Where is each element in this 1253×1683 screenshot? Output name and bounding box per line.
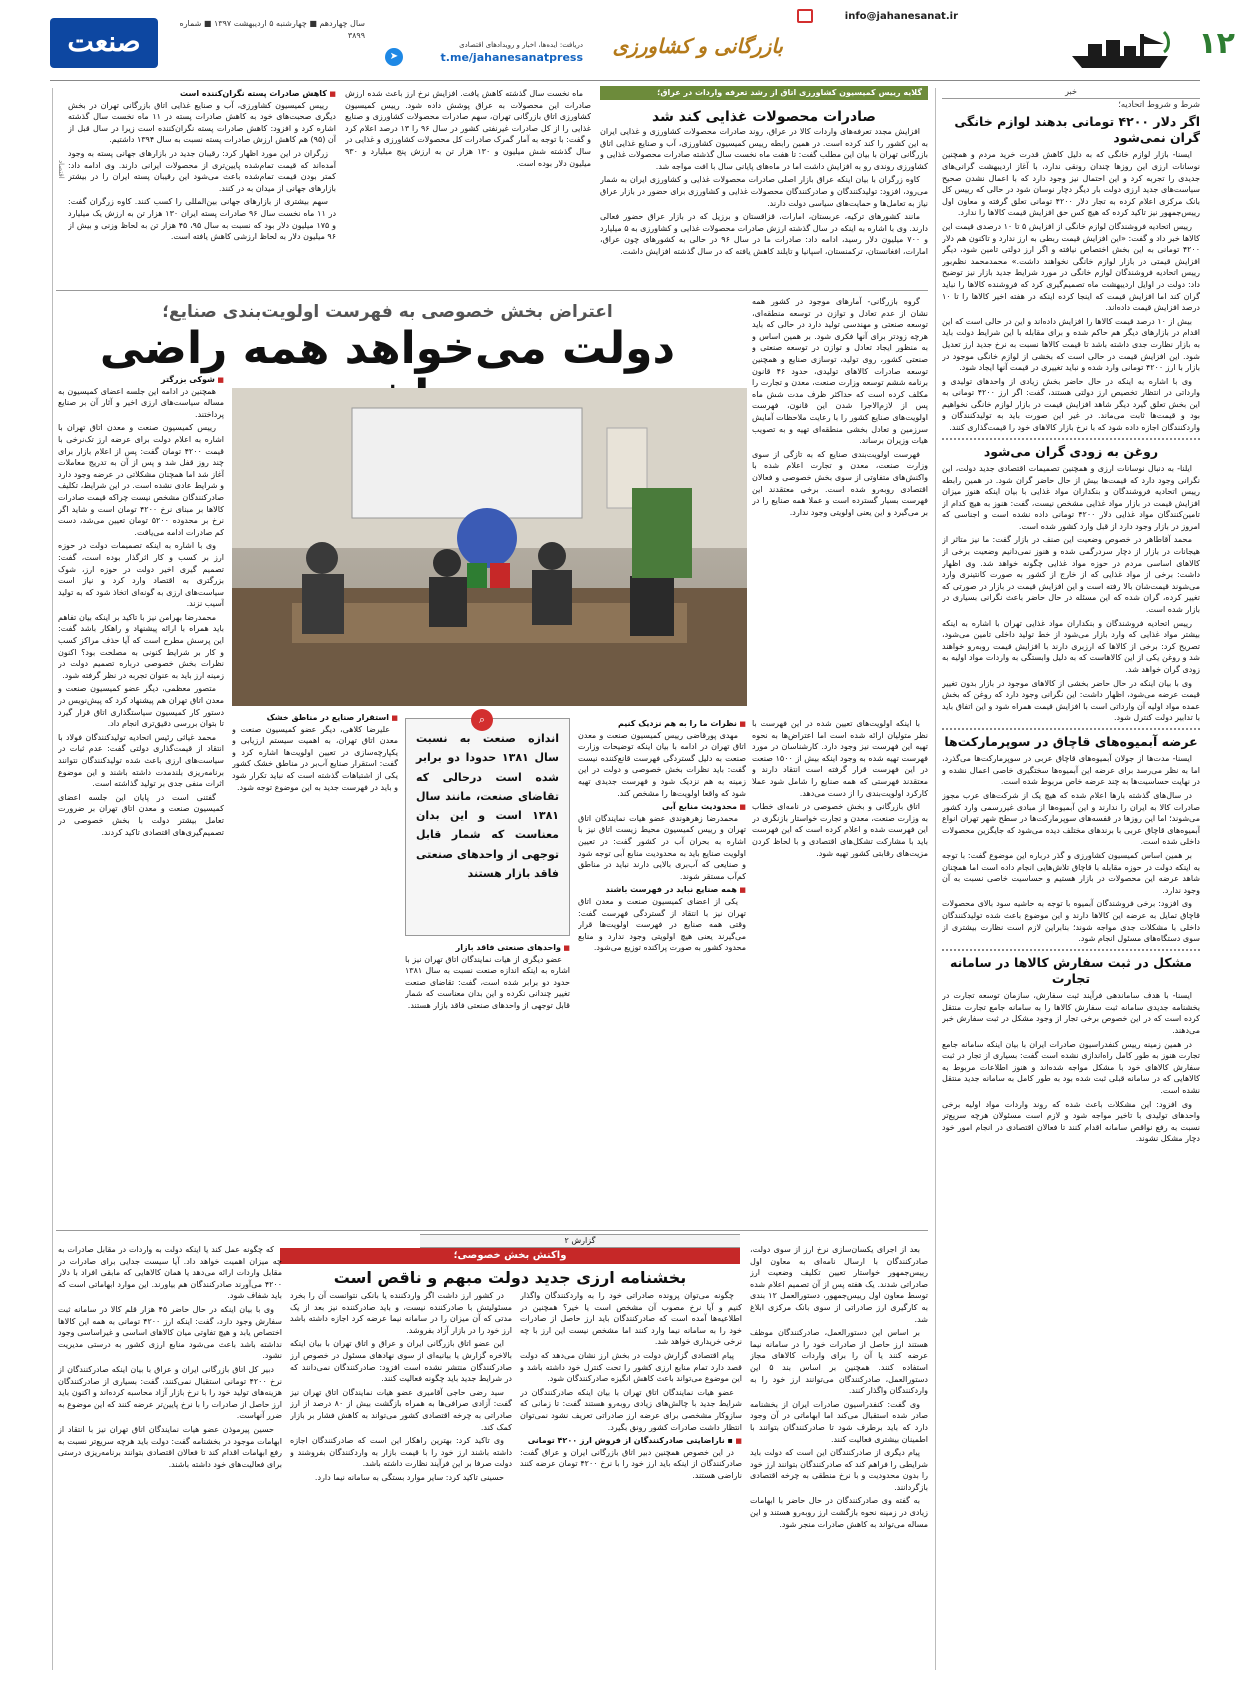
side-tag: اقتصاد <box>57 160 65 179</box>
story-paragraph: مانند کشورهای ترکیه، عربستان، امارات، قزاقستان و برزیل که در بازار عراق حضور فعالی دارند. وی با اشاره به اینکه در سال گذشته ارزش صادرات محصولات غذایی و کشاورزی به ۵ میلیارد و ۷۰۰ میلیون دلار رسید، ادامه داد: صادرات ما در سال ۹۶ در حالی به کشورهای چون عراق، امارات، افغانستان، ترکمنستان، اسپانیا و تایلند کاهش یافته که در سال گذشته افزایش داشت. <box>600 212 928 256</box>
main-super-title: اعتراض بخش خصوصی به فهرست اولویت‌بندی صنایع؛ <box>162 302 613 322</box>
bottom-col-1 <box>750 1244 928 1674</box>
story-paragraph: دبیر کل اتاق بازرگانی ایران و عراق با بیان اینکه صادرکنندگان از نرخ ۴۲۰۰ تومانی استقبال نمی‌کنند، گفت: بسیاری از صادرکنندگان هزینه‌های تولید خود را با نرخ بازار آزاد محاسبه کرده‌اند و اکنون باید ارز حاصل از صادرات را با نرخ پایین‌تر عرضه کنند که این موضوع به ضرر آنهاست. <box>58 1364 282 1421</box>
story-paragraph: پیام دیگری از صادرکنندگان این است که دولت باید شرایطی را فراهم کند که صادرکنندگان بتوانند ارز خود را بدون محدودیت و با نرخ منطقی به چرخه اقتصادی بازگردانند. <box>750 1448 928 1492</box>
story-paragraph: کاوه زرگران با بیان اینکه عراق بازار اصلی صادرات محصولات غذایی و کشاورزی ایران به شمار می‌رود، افزود: تولیدکنندگان و صادرکنندگان محصولات غذایی و کشاورزی برای حضور در بازار عراق نیاز به تعامل‌ها و حمایت‌های سیاسی دولت دارند. <box>600 175 928 208</box>
news-paragraph: وی با اشاره به اینکه در حال حاضر بخش زیادی از واحدهای تولیدی و وارداتی در انتظار تخصیص ارز دولتی هستند، گفت: اگر ارز ۴۲۰۰ تومانی به این بخش تعلق گیرد دیگر شاهد افزایش قیمت در بازار لوازم خانگی نخواهیم بود و قیمت‌ها ثابت می‌ماند. در غیر این صورت باید به تولیدکنندگان و واردکنندگان اجازه داده شود که با نرخ بازار کالاهای خود را قیمت‌گذاری کنند. <box>942 376 1200 433</box>
logo-text: صنعت <box>67 25 141 58</box>
story-paragraph: ماه نخست سال گذشته کاهش یافت. افزایش نرخ ارز باعث شده ارزش صادرات این محصولات به عراق پوشش داده شود. رییس کمیسیون کشاورزی اتاق بازرگانی تهران، سهم صادرات محصولات کشاورزی و صنایع غذایی را از کل صادرات غیرنفتی کشور در سال ۹۶ را ۱۳ درصد اعلام کرد و گفت: با توجه به آمار گمرک صادرات کل محصولات کشاورزی و غذایی در سال گذشته شش میلیون و ۱۳۰ هزار تن به ارزش پنج میلیارد و ۹۳۰ میلیون دلار بوده است. <box>345 89 591 168</box>
story-paragraph: فهرست اولویت‌بندی صنایع که به تازگی از سوی وزارت صنعت، معدن و تجارت اعلام شده با واکنش‌های متفاوتی از سوی بخش خصوصی و فعالان اقتصادی روبه‌رو شده است. برخی معتقدند این فهرست بسیار گسترده است و عملا همه صنایع را در بر می‌گیرد و این یعنی اولویتی وجود ندارد. <box>752 449 928 517</box>
main-story-col-b <box>578 718 746 1224</box>
page-header <box>0 0 1253 82</box>
news-separator <box>942 728 1200 730</box>
top-story-col-3 <box>68 88 336 286</box>
news-paragraph: ایلنا- به دنبال نوسانات ارزی و همچنین تصمیمات اقتصادی جدید دولت، این نگرانی وجود دارد که قیمت‌ها بیش از حال حاضر گران شود. در همین رابطه رییس اتحادیه فروشندگان و بنکداران مواد غذایی با بیان اینکه هنوز میزان افزایش قیمت در بازار مواد غذایی مشخص نیست، گفت: هنوز به هیچ کدام از تامین‌کنندگان مواد غذایی دلار ۴۲۰۰ تومانی داده نشده است و اجناسی که امروز در بازار وجود دارد از قبل وارد کشور شده است. <box>942 463 1200 531</box>
main-headline: دولت می‌خواهد همه راضی <box>99 323 676 374</box>
story-paragraph: همچنین در ادامه این جلسه اعضای کمیسیون به مساله سیاست‌های ارزی اخیر و آثار آن بر صنایع پرداختند. <box>58 386 224 419</box>
news-separator <box>942 949 1200 951</box>
top-story-super: گلایه رییس کمیسیون کشاورزی اتاق از رشد تعرفه واردات در عراق؛ <box>600 86 928 100</box>
news-title: روغن به زودی گران می‌شود <box>983 443 1159 459</box>
story-paragraph: سید رضی حاجی آقامیری عضو هیات نمایندگان اتاق تهران نیز گفت: آزادی صرافی‌ها به همراه بازگشت بیش از ۸۰ درصد از ارز صادراتی به چرخه اقتصادی کشور می‌تواند به کاهش فشار بر بازار کمک کند. <box>290 1387 512 1432</box>
pull-quote <box>405 713 570 936</box>
news-paragraph: ایسنا- بازار لوازم خانگی که به دلیل کاهش قدرت خرید مردم و همچنین نوسانات ارزی این روزها چندان رونقی ندارد، با آغاز اردیبهشت گرانی‌های جدیدی را تجربه کرد و این احتمال نیز وجود دارد که با اعمال نشدن صحیح سیاست‌های جدید ارزی دولت بار دیگر دچار نوسان شود در حالی که رییس کل بانک مرکزی اعلام کرده به تجار دلار ۴۲۰۰ تومانی تعلق گرفته و معاون اول رییس‌جمهور نیز تاکید کرده که هیچ کس حق افزایش قیمت کالاها را ندارد. <box>942 150 1200 218</box>
main-story-col-c <box>405 942 570 1224</box>
subhead: ■ محدودیت منابع آبی <box>578 801 746 813</box>
story-paragraph: افزایش مجدد تعرفه‌های واردات کالا در عراق، روند صادرات محصولات کشاورزی و غذایی ایران به این کشور را کند کرده است. در همین رابطه رییس کمیسیون کشاورزی، آب و صنایع غذایی اتاق بازرگانی تهران با بیان این مطلب گفت: تا هفت ماه نخست سال گذشته صادرات محصولات غذایی و کشاورزی روندی رو به افزایش داشت اما در ماه‌های پایانی سال با افت مواجه شد. <box>600 127 928 171</box>
bottom-col-3 <box>290 1290 512 1674</box>
news-separator <box>942 438 1200 440</box>
story-paragraph: رییس کمیسیون کشاورزی، آب و صنایع غذایی اتاق بازرگانی تهران در بخش دیگری صحبت‌های خود به کاهش صادرات پسته در ۱۱ ماه نخست سال گذشته اشاره کرد و افزود: کاهش صادرات پسته نگران‌کننده است زیرا در سال قبل از آن (۹۵) هم کاهش ارزش صادرات پسته نسبت به سال ۱۳۹۴ داشتیم. <box>68 100 336 145</box>
page-number: ۱۲ <box>1198 26 1235 61</box>
news-paragraph: رییس اتحادیه فروشندگان لوازم خانگی از افزایش ۵ تا ۱۰ درصدی قیمت این کالاها خبر داد و گفت: «این افزایش قیمت ربطی به ارز ندارد و تاکنون هم دلار ۴۲۰۰ تومانی به این بخش اختصاص نیافته و اگر ارز دولتی تامین شود، دیگر افزایش قیمتی در بازار لوازم خانگی نخواهند داشت.» محمدمحمد نظم‌بور رییس اتحادیه فروشندگان لوازم خانگی در مورد شرایط جدید بازار نیز توضیح داد: دولت در اوایل اردیبهشت ماه تصمیم‌گیری کرد که فروشنده کالاها را نباید گران کند اما افزایش قیمت که اینجا کرده اینکه در هفته اخیر کالاها را تا ۱۰ درصد افزایش قیمت داده‌اند. <box>942 221 1200 313</box>
story-paragraph: رییس کمیسیون صنعت و معدن اتاق تهران با اشاره به اعلام دولت برای عرضه ارز تک‌نرخی با قیمت ۴۲۰۰ تومان گفت: پس از اعلام بازار برای چند روز قفل شد و پس از آن به تدریج معاملات آغاز شد اما همچنان مشکلاتی در عرضه وجود دارد و شرایط عادی نشده است. در این شرایط، تکلیف صادرکنندگان مشخص نیست چراکه قیمت صادرات کالاها بر مبنای نرخ ۴۲۰۰ تومان است و شاید اگر نرخ بر محدوده ۵۲۰۰ تومان تعیین می‌شد، دست کم صادرات ادامه می‌یافت. <box>58 423 224 537</box>
news-paragraph: رییس اتحادیه فروشندگان و بنکداران مواد غذایی تهران با اشاره به اینکه بیشتر مواد غذایی که وارد بازار می‌شود از خط تولید داخلی تامین می‌شود، تصریح کرد: برخی از کالاها که ارزبری دارند با افزایش قیمت روبه‌رو خواهند شد و روغن یکی از این کالاهاست که به دلیل وابستگی به واردات مواد اولیه به زودی گران خواهد شد. <box>942 618 1200 674</box>
email-address[interactable]: info@jahanesanat.ir <box>844 11 958 22</box>
bottom-col-4 <box>58 1244 282 1674</box>
story-paragraph: که چگونه عمل کند یا اینکه دولت به واردات در مقابل صادرات به چه میزان اهمیت خواهد داد. آیا سیست جدایی برای صادرات در مقابل واردات ارائه می‌دهد یا همان کالاهایی که مابقی افراد با دلار ۴۲۰۰ می‌آورند صادرکنندگان هم بیاورند. این موارد ابهاماتی است که باید شفاف شود. <box>58 1245 282 1301</box>
top-story-bar-wrap <box>600 86 928 102</box>
story-paragraph: محمدرضا زهرهوندی عضو هیات نمایندگان اتاق تهران و رییس کمیسیون محیط زیست اتاق نیز با اشاره به بحران آب در کشور گفت: در تعیین اولویت صنایع باید به محدودیت منابع آبی توجه شود و صنایعی که آب‌بری بالایی دارند نباید در مناطق کم‌آب مستقر شوند. <box>578 813 746 881</box>
story-paragraph: وی تاکید کرد: بهترین راهکار این است که صادرکنندگان اجازه داشته باشند ارز خود را با قیمت بازار به واردکنندگان بفروشند و دولت صرفا بر این فرآیند نظارت داشته باشد. <box>290 1436 512 1469</box>
news-title: اگر دلار ۴۲۰۰ تومانی بدهند لوازم خانگی گران نمی‌شود <box>954 113 1200 146</box>
story-paragraph: عضو هیات نمایندگان اتاق تهران با بیان اینکه صادرکنندگان در شرایط جدید با چالش‌های زیادی روبه‌رو هستند گفت: تا زمانی که سازوکار مشخصی برای عرضه ارز صادراتی تعریف نشود نمی‌توان انتظار داشت صادرات کشور رونق بگیرد. <box>520 1387 742 1432</box>
subhead: ■ استقرار صنایع در مناطق خشک <box>232 712 398 724</box>
subhead: ■ کاهش صادرات پسته نگران‌کننده است <box>68 88 336 100</box>
story-paragraph: عضو دیگری از هیات نمایندگان اتاق تهران نیز با اشاره به اینکه اندازه صنعت نسبت به سال ۱۳۸۱ حدود دو برابر شده است، گفت: تقاضای صنعت تغییر چندانی نکرده و این بدان معناست که شمار قابل توجهی از واحدهای صنعتی فاقد بازار هستند. <box>405 954 570 1010</box>
story-paragraph: مهدی پورقاضی رییس کمیسیون صنعت و معدن اتاق تهران در ادامه با بیان اینکه توضیحات وزارت صنعت به دلیل گستردگی فهرست قانع‌کننده نیست گفت: باید نظرات بخش خصوصی و دولت در این زمینه به هم نزدیک شود و فهرست جدیدی تهیه شود که واقعا اولویت‌ها را مشخص کند. <box>578 730 746 798</box>
cargo-ship-icon <box>1068 30 1178 70</box>
news-paragraph: بر همین اساس کمیسیون کشاورزی و گذر درباره این موضوع گفت: با توجه به اینکه دولت در حوزه مقابله با قاچاق تلاش‌هایی انجام داده است اما همچنان شاهد عرضه این محصولات در بازار هستیم و حساسیت خاصی نسبت به آن وجود ندارد. <box>942 850 1200 895</box>
story-paragraph: چگونه می‌توان پرونده صادراتی خود را به واردکنندگان واگذار کنیم و آیا نرخ مصوب آن مشخص است یا خیر؟ همچنین در اطلاعیه‌ها آمده است که صادرکنندگان باید ارز حاصل از صادرات خود را به سامانه نیما وارد کنند اما مشخص نیست این ارز با چه نرخی خریداری خواهد شد. <box>520 1291 742 1347</box>
subhead: ■ واحدهای صنعتی فاقد بازار <box>405 942 570 954</box>
story-paragraph: پیام اقتصادی گزارش دولت در بخش ارز نشان می‌دهد که دولت قصد دارد تمام منابع ارزی کشور را تحت کنترل خود داشته باشد و این موضوع می‌تواند باعث کاهش انگیزه صادرکنندگان شود. <box>520 1350 742 1384</box>
news-super-title: شرط و شروط اتحادیه؛ <box>1118 99 1200 110</box>
top-story-col-2 <box>345 88 591 286</box>
story-divider <box>56 290 928 291</box>
story-paragraph: در کشور ارز داشت اگر واردکننده یا بانکی نتوانست آن را بخرد مسئولیتش با صادرکننده نیست، و باید صادرکننده نیز بعد از یک مدتی که آن میزان را در سامانه نیما عرضه کرد اجازه داشته باشد ارز خود را در بازار آزاد بفروشد. <box>290 1291 512 1335</box>
bottom-super-title: واکنش بخش خصوصی؛ <box>280 1248 740 1264</box>
report-label: گزارش ۲ <box>420 1234 740 1248</box>
story-paragraph: وی با اشاره به اینکه تصمیمات دولت در حوزه ارز بر کسب و کار اثرگذار بوده است، گفت: تصمیم گیری اخیر دولت در حوزه ارز، شوک بزرگتری به اقتصاد وارد کرد و نیاز است سیاست‌های ارزی به گونه‌ای اتخاذ شود که به تولید آسیب نزند. <box>58 541 224 609</box>
story-paragraph: محمد غیاثی رئیس اتحادیه تولیدکنندگان فولاد با انتقاد از قیمت‌گذاری دولتی گفت: عدم ثبات در سیاست‌های ارزی باعث شده تولیدکنندگان نتوانند برنامه‌ریزی بلندمدت داشته باشند و این موضوع اثرات منفی جدی بر تولید گذاشته است. <box>58 732 224 789</box>
story-paragraph: وی با بیان اینکه در حال حاضر ۴۵ هزار قلم کالا در سامانه ثبت سفارش وجود دارد، گفت: اینکه ارز ۴۲۰۰ تومانی به همه این کالاها اختصاص یابد و هیچ تفاوتی میان کالاهای اساسی و غیراساسی وجود نداشته باشد باعث می‌شود منابع ارزی کشور به درستی مدیریت نشود. <box>58 1304 282 1361</box>
story-paragraph: گفتنی است در پایان این جلسه اعضای کمیسیون صنعت و معدن اتاق تهران بر ضرورت تعامل بیشتر دولت با بخش خصوصی در تصمیم‌گیری‌های اقتصادی تاکید کردند. <box>58 792 224 837</box>
story-paragraph: زرگران در این مورد اظهار کرد: رقیبان جدید در بازارهای جهانی پسته به وجود آمده‌اند که قیمت تمام‌شده پایین‌تری از محصولات ایرانی دارند. وی ادامه داد: کمتر بودن قیمت تمام‌شده باعث می‌شود این رقیبان پسته ایران را در بیشتر بازارهای جهانی از میدان به در کنند. <box>68 148 336 193</box>
main-story-col-d <box>232 712 398 1224</box>
column-label: خبر <box>942 86 1200 99</box>
story-paragraph: متصور معظمی، دیگر عضو کمیسیون صنعت و معدن اتاق تهران هم پیشنهاد کرد که پیش‌نویس در دستور کار کمیسیون سیاستگذاری اتاق قرار گیرد تا بتوان بررسی دقیق‌تری انجام داد. <box>58 684 224 729</box>
story-paragraph: در این خصوص همچنین دبیر اتاق بازرگانی ایران و عراق گفت: صادرکنندگان از اینکه باید ارز خود را با نرخ ۴۲۰۰ تومان عرضه کنند ناراضی هستند. <box>520 1447 742 1480</box>
subhead: ■ همه صنایع نباید در فهرست باشند <box>578 884 746 896</box>
story-paragraph: وی گفت: کنفدراسیون صادرات ایران از بخشنامه صادر شده استقبال می‌کند اما ابهاماتی در آن وجود دارد که باید برطرف شود تا صادرکنندگان بتوانند با اطمینان بیشتری فعالیت کنند. <box>750 1399 928 1444</box>
meeting-photo <box>232 388 747 706</box>
telegram-caption: دریافت: ایده‌ها، اخبار و رویدادهای اقتصادی <box>459 41 583 49</box>
story-paragraph: حسینی تاکید کرد: سایر موارد بستگی به سامانه نیما دارد. <box>314 1472 504 1482</box>
top-story-title: صادرات محصولات غذایی کند شد <box>652 109 876 125</box>
story-paragraph: با اینکه اولویت‌های تعیین شده در این فهرست با نظر متولیان ارائه شده است اما اعتراض‌ها به نحوه تهیه این فهرست نیز وجود دارد. کارشناسان در مورد فهرست تهیه شده به وجود اینکه بیش از ۱۵۰۰ صنعت در این فهرست قرار گرفته است انتقاد دارند و معتقدند فهرستی که همه صنایع را شامل شود عملا کارکرد اولویت‌بندی را از دست می‌دهد. <box>752 719 928 798</box>
main-story-col-a <box>752 718 928 1224</box>
telegram-promo <box>383 40 583 72</box>
news-paragraph: بیش از ۱۰ درصد قیمت کالاها را افزایش داده‌اند و این در حالی است که این اقدام در بازارهای دیگر هم حاکم شده و برای مقابله با این شرایط دولت باید به بازار نظارت جدی داشته باشد تا قیمت کالاها نسبت به نرخ جدید ارز تعدیل شود. این افزایش قیمت در حالی است که بخشی از لوازم خانگی موجود در بازار با ارز ۴۲۰۰ تومانی وارد شده و نباید تغییری در قیمت آنها ایجاد شود. <box>942 316 1200 373</box>
story-paragraph: به گفته وی صادرکنندگان در حال حاضر با ابهامات زیادی در زمینه نحوه بازگشت ارز روبه‌رو هستند و این مساله می‌تواند به کاهش صادرات منجر شود. <box>750 1496 928 1529</box>
story-paragraph: گروه بازرگانی- آمارهای موجود در کشور همه نشان از عدم تعادل و توازن در توسعه منطقه‌ای، توسعه صنعتی و مهندسی تولید دارد در حالی که باید هرچه زودتر برای آنها فکری شود. بر همین اساس و به منظور ایجاد تعادل و توازن در توسعه صنعتی و صنعتی کشور، روی تولید، توسازی صنایع و همچنین توسعه صادرات کالاهای تولیدی، حدود ۴۶ قانون برنامه ششم توسعه وزارت صنعت، معدن و تجارت را مکلف کرده است که حداکثر ظرف مدت شش ماه پس از لازم‌الاجرا شدن این قانون، فهرست اولویت‌های صنایع کشور را با رعایت ملاحظات آمایش سرزمین و تعادل بخشی منطقه‌ای تهیه و به تصویب هیات وزیران برساند. <box>752 297 928 446</box>
story-paragraph: محمدرضا بهرامن نیز با تاکید بر اینکه بیان تفاهم باید همراه با ارائه پیشنهاد و راهکار باشد گفت: این پرسش مطرح است که آیا حذف مراکز کسب و کار بر شرایط کنونی به مصلحت بود؟ اکنون نظرات بخش خصوصی درباره تصمیم دولت در زمینه ارز باید به عنوان تجربه در نظر گرفته شود. <box>58 612 224 680</box>
news-paragraph: ایسنا- با هدف ساماندهی فرآیند ثبت سفارش، سازمان توسعه تجارت در بخشنامه جدیدی سامانه ثبت سفارش کالاها را به سامانه جامع تجارت منتقل کرده است که در این خصوص برخی تجار از وجود مشکل در ثبت سفارش خبر می‌دهند. <box>942 991 1200 1035</box>
story-paragraph: حسین پیرموذن عضو هیات نمایندگان اتاق تهران نیز با انتقاد از ابهامات موجود در بخشنامه گفت: دولت باید هرچه سریع‌تر نسبت به رفع ابهامات اقدام کند تا فعالان اقتصادی بتوانند برنامه‌ریزی درستی برای فعالیت‌های خود داشته باشند. <box>58 1424 282 1469</box>
main-lead-column <box>752 296 928 714</box>
bottom-headline: بخشنامه ارزی جدید دولت مبهم و ناقص است <box>333 1268 687 1287</box>
story-paragraph: سهم بیشتری از بازارهای جهانی بین‌المللی را کسب کنند. کاوه زرگران گفت: در ۱۱ ماه نخست سال ۹۶ صادرات پسته ایران ۱۳۰ هزار تن به ارزش یک میلیارد و ۱۷۵ میلیون دلار بود که نسبت به سال ۹۵، ۴۵ هزار تن به لحاظ وزنی و بیش از ۹۶ میلیون دلار به لحاظ ارزشی کاهش یافته است. <box>68 197 336 242</box>
top-story-col-1 <box>600 126 928 286</box>
subhead: ■ ▪ ناراضایتی صادرکنندگان از فروش ارز ۴۲۰۰ تومانی <box>520 1435 742 1447</box>
story-paragraph: علیرضا کلاهی، دیگر عضو کمیسیون صنعت و معدن اتاق تهران، به اهمیت سیستم ارزیابی و یکپارچه‌سازی در تعیین اولویت‌ها اشاره کرد و گفت: استقرار صنایع آب‌بر در مناطق خشک کشور یکی از اشتباهات گذشته است که نباید تکرار شود و باید در فهرست جدید به این موضوع توجه شود. <box>232 724 398 792</box>
section-title: بازرگانی و کشاورزی <box>612 34 783 58</box>
story-paragraph: یکی از اعضای کمیسیون صنعت و معدن اتاق تهران نیز با انتقاد از گستردگی فهرست گفت: وقتی همه صنایع در فهرست اولویت‌ها قرار می‌گیرند یعنی هیچ اولویتی وجود ندارد و منابع محدود کشور به صورت پراکنده توزیع می‌شود. <box>578 896 746 953</box>
news-paragraph: در سال‌های گذشته بارها اعلام شده که هیچ یک از شرکت‌های عرب مجوز صادرات کالا به ایران را ندارند و این آبمیوه‌ها از مبادی غیررسمی وارد کشور می‌شوند؛ اما این روزها در قفسه‌های سوپرمارکت‌ها در سطح شهر تهران انواع آبمیوه‌های قاچاق عربی با برندهای مختلف دیده می‌شود که جایگزین محصولات داخلی شده است. <box>942 791 1200 847</box>
news-paragraph: محمد آقاطاهر در خصوص وضعیت این صنف در بازار گفت: ما نیز متاثر از هیجانات در بازار از دچار سردرگمی شده و هنوز نمی‌دانیم وضعیت برخی از کالاهای اساسی مردم در حوزه مواد غذایی چگونه خواهد شد. وی اظهار داشت: برخی از مواد غذایی که از خارج از کشور به صورت کانتینری وارد می‌شوند قیمت‌شان بالا رفته است و این افزایش قیمت در بازار در صورتی که تغییر کرده، گران شده که این مسئله در حال حاضر باعث نگرانی بسیاری در بازار شده است. <box>942 535 1200 615</box>
story-paragraph: این عضو اتاق بازرگانی ایران و عراق و اتاق تهران با بیان اینکه بالاخره گزارش یا بیانیه‌ای از سوی نهادهای مسئول در خصوص ارز صادرکنندگان منتشر نشده است افزود: صادرکنندگان نمی‌دانند که در شرایط جدید باید چگونه فعالیت کنند. <box>290 1339 512 1384</box>
right-news-column <box>942 86 1200 1674</box>
news-paragraph: وی با بیان اینکه در حال حاضر بخشی از کالاهای موجود در بازار بدون تغییر قیمت عرضه می‌شود، اظهار داشت: این نگرانی وجود دارد که روغن که بخش عمده مواد اولیه آن وارداتی است با افزایش قیمت همراه شود و این اتفاق باید با تدابیر دولت کنترل شود. <box>942 678 1200 723</box>
news-title: عرضه آبمیوه‌های قاچاق در سوپرمارکت‌ها <box>944 733 1198 749</box>
news-paragraph: وی افزود: برخی فروشندگان آبمیوه با توجه به حاشیه سود بالای محصولات قاچاق تمایل به عرضه این کالاها دارند و این موضوع باعث شده تولیدکنندگان داخلی با مشکلات جدی مواجه شوند؛ بنابراین لازم است نظارت بیشتری از سوی دستگاه‌های مسئول انجام شود. <box>942 899 1200 944</box>
news-paragraph: وی افزود: این مشکلات باعث شده که روند واردات مواد اولیه برخی واحدهای تولیدی با تاخیر مواجه شود و لازم است مسئولان هرچه سریع‌تر نسبت به رفع نواقص سامانه اقدام کنند تا فعالان اقتصادی در انجام امور خود دچار مشکل نشوند. <box>942 1099 1200 1144</box>
header-divider <box>50 80 1200 81</box>
telegram-icon: ➤ <box>385 48 403 66</box>
bottom-col-2 <box>520 1290 742 1674</box>
newspaper-logo <box>50 18 158 68</box>
story-paragraph: اتاق بازرگانی و بخش خصوصی در نامه‌ای خطاب به وزارت صنعت، معدن و تجارت خواستار بازنگری در این فهرست شده و اعلام کرده است که این فهرست باید با مشارکت تشکل‌های اقتصادی و با لحاظ کردن مزیت‌های رقابتی کشور تهیه شود. <box>752 802 928 858</box>
story-divider <box>56 1230 928 1231</box>
telegram-link[interactable]: t.me/jahanesanatpress <box>440 51 583 65</box>
column-rule <box>52 88 53 1670</box>
subhead: ■ شوکی بزرگتر <box>58 374 224 386</box>
news-paragraph: ایسنا- مدت‌ها از جولان آبمیوه‌های قاچاق عربی در سوپرمارکت‌ها می‌گذرد، اما به نظر می‌رسد برای عرضه این آبمیوه‌ها سختگیری خاصی اعمال نشده و در نهایت حساسیت‌ها به چند عرضه خاص مربوط شده است. <box>942 754 1200 787</box>
story-paragraph: بعد از اجرای یکسان‌سازی نرخ ارز از سوی دولت، صادرکنندگان با ارسال نامه‌ای به معاون اول رییس‌جمهور خواستار تعیین تکلیف وضعیت ارز صادراتی شدند. یک هفته پس از آن تصمیم اعلام شده توسط معاون اول رییس‌جمهور، دستورالعمل ۱۲ بندی به کارگیری ارز صادراتی از سوی بانک مرکزی ابلاغ شد. <box>750 1245 928 1324</box>
subhead: ■ نظرات ما را به هم نزدیک کنیم <box>578 718 746 730</box>
news-title: مشکل در ثبت سفارش کالاها در سامانه تجارت <box>950 954 1192 986</box>
masthead-info: سال چهاردهم ■ چهارشنبه ۵ اردیبهشت ۱۳۹۷ ■ شماره ۳۸۹۹ <box>179 19 365 40</box>
news-paragraph: در همین زمینه رییس کنفدراسیون صادرات ایران با بیان اینکه سامانه جامع تجارت هنوز به طور کامل راه‌اندازی نشده است گفت: بسیاری از تجار در ثبت سفارش کالاهای خود با مشکل مواجه شده‌اند و هنوز اطلاعات مربوط به کالاهایی که در سامانه قبلی ثبت شده بود به طور کامل به سامانه جدید منتقل نشده است. <box>942 1039 1200 1095</box>
meeting-illustration <box>232 388 747 706</box>
column-rule <box>935 88 936 1670</box>
main-story-col-e <box>58 374 224 1224</box>
pull-quote-text: اندازه صنعت به نسبت سال ۱۳۸۱ حدودا دو برابر شده است درحالی که تقاضای صنعت، مانند سال ۱۳۸۱ است و این بدان معناست که شمار قابل توجهی از واحدهای صنعتی فاقد بازار هستند <box>416 732 559 880</box>
search-quote-icon: ⌕ <box>471 709 493 731</box>
story-paragraph: بر اساس این دستورالعمل، صادرکنندگان موظف هستند ارز حاصل از صادرات خود را در سامانه نیما عرضه کنند یا آن را برای واردات کالاهای مجاز استفاده کنند. همچنین بر اساس بند ۵ این دستورالعمل، صادرکنندگان می‌توانند ارز خود را به واردکنندگان واگذار کنند. <box>750 1328 928 1396</box>
